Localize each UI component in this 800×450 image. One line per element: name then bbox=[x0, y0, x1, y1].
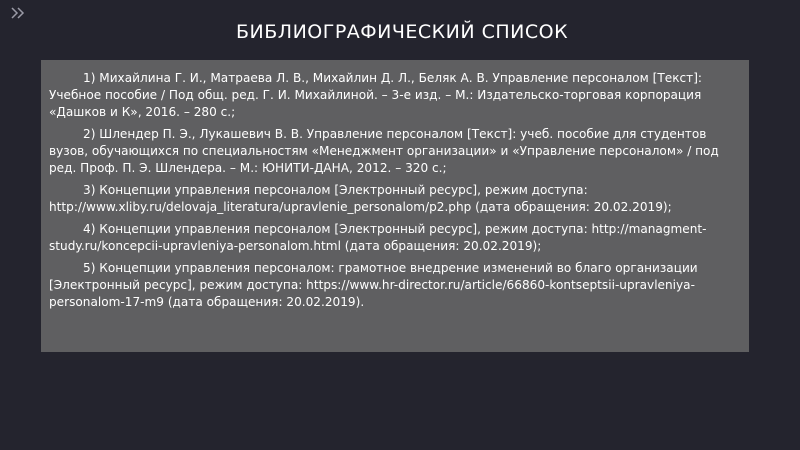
double-chevron-right-icon bbox=[10, 6, 28, 20]
bibliography-entry-2: 2) Шлендер П. Э., Лукашевич В. В. Управление персоналом [Текст]: учеб. пособие для студентов вузов, обучающихся по специальностям «Менеджмент организации» и «Управление персоналом» / под ред. Проф. П. Э. Шлендера. – М.: ЮНИТИ-ДАНА, 2012. – 320 с.; bbox=[49, 127, 719, 175]
bibliography-entry-1: 1) Михайлина Г. И., Матраева Л. В., Михайлин Д. Л., Беляк А. В. Управление персоналом [Текст]: Учебное пособие / Под общ. ред. Г. И. Михайлиной. – 3-е изд. – М.: Издательско-торговая корпорация «Дашков и К»‚ 2016. – 280 с.; bbox=[49, 71, 702, 119]
bibliography-entry-3: 3) Концепции управления персоналом [Электронный ресурс], режим доступа: http://www.xliby.ru/delovaja_literatura/upravlenie_personalom/p2.php (дата обращения: 20.02.2019); bbox=[49, 183, 672, 214]
bibliography-entry-5: 5) Концепции управления персоналом: грамотное внедрение изменений во благо организации [Электронный ресурс], режим доступа: https://www.hr-director.ru/article/66860-kontseptsii-upravleniya-personalom-17-m9 (дата обращения: 20.02.2019). bbox=[49, 261, 698, 309]
bibliography-entry-4: 4) Концепции управления персоналом [Электронный ресурс], режим доступа: http://managment-study.ru/koncepcii-upravleniya-personalom.html (дата обращения: 20.02.2019); bbox=[49, 222, 707, 253]
slide-title: БИБЛИОГРАФИЧЕСКИЙ СПИСОК bbox=[236, 21, 569, 43]
bibliography-panel bbox=[41, 60, 749, 352]
